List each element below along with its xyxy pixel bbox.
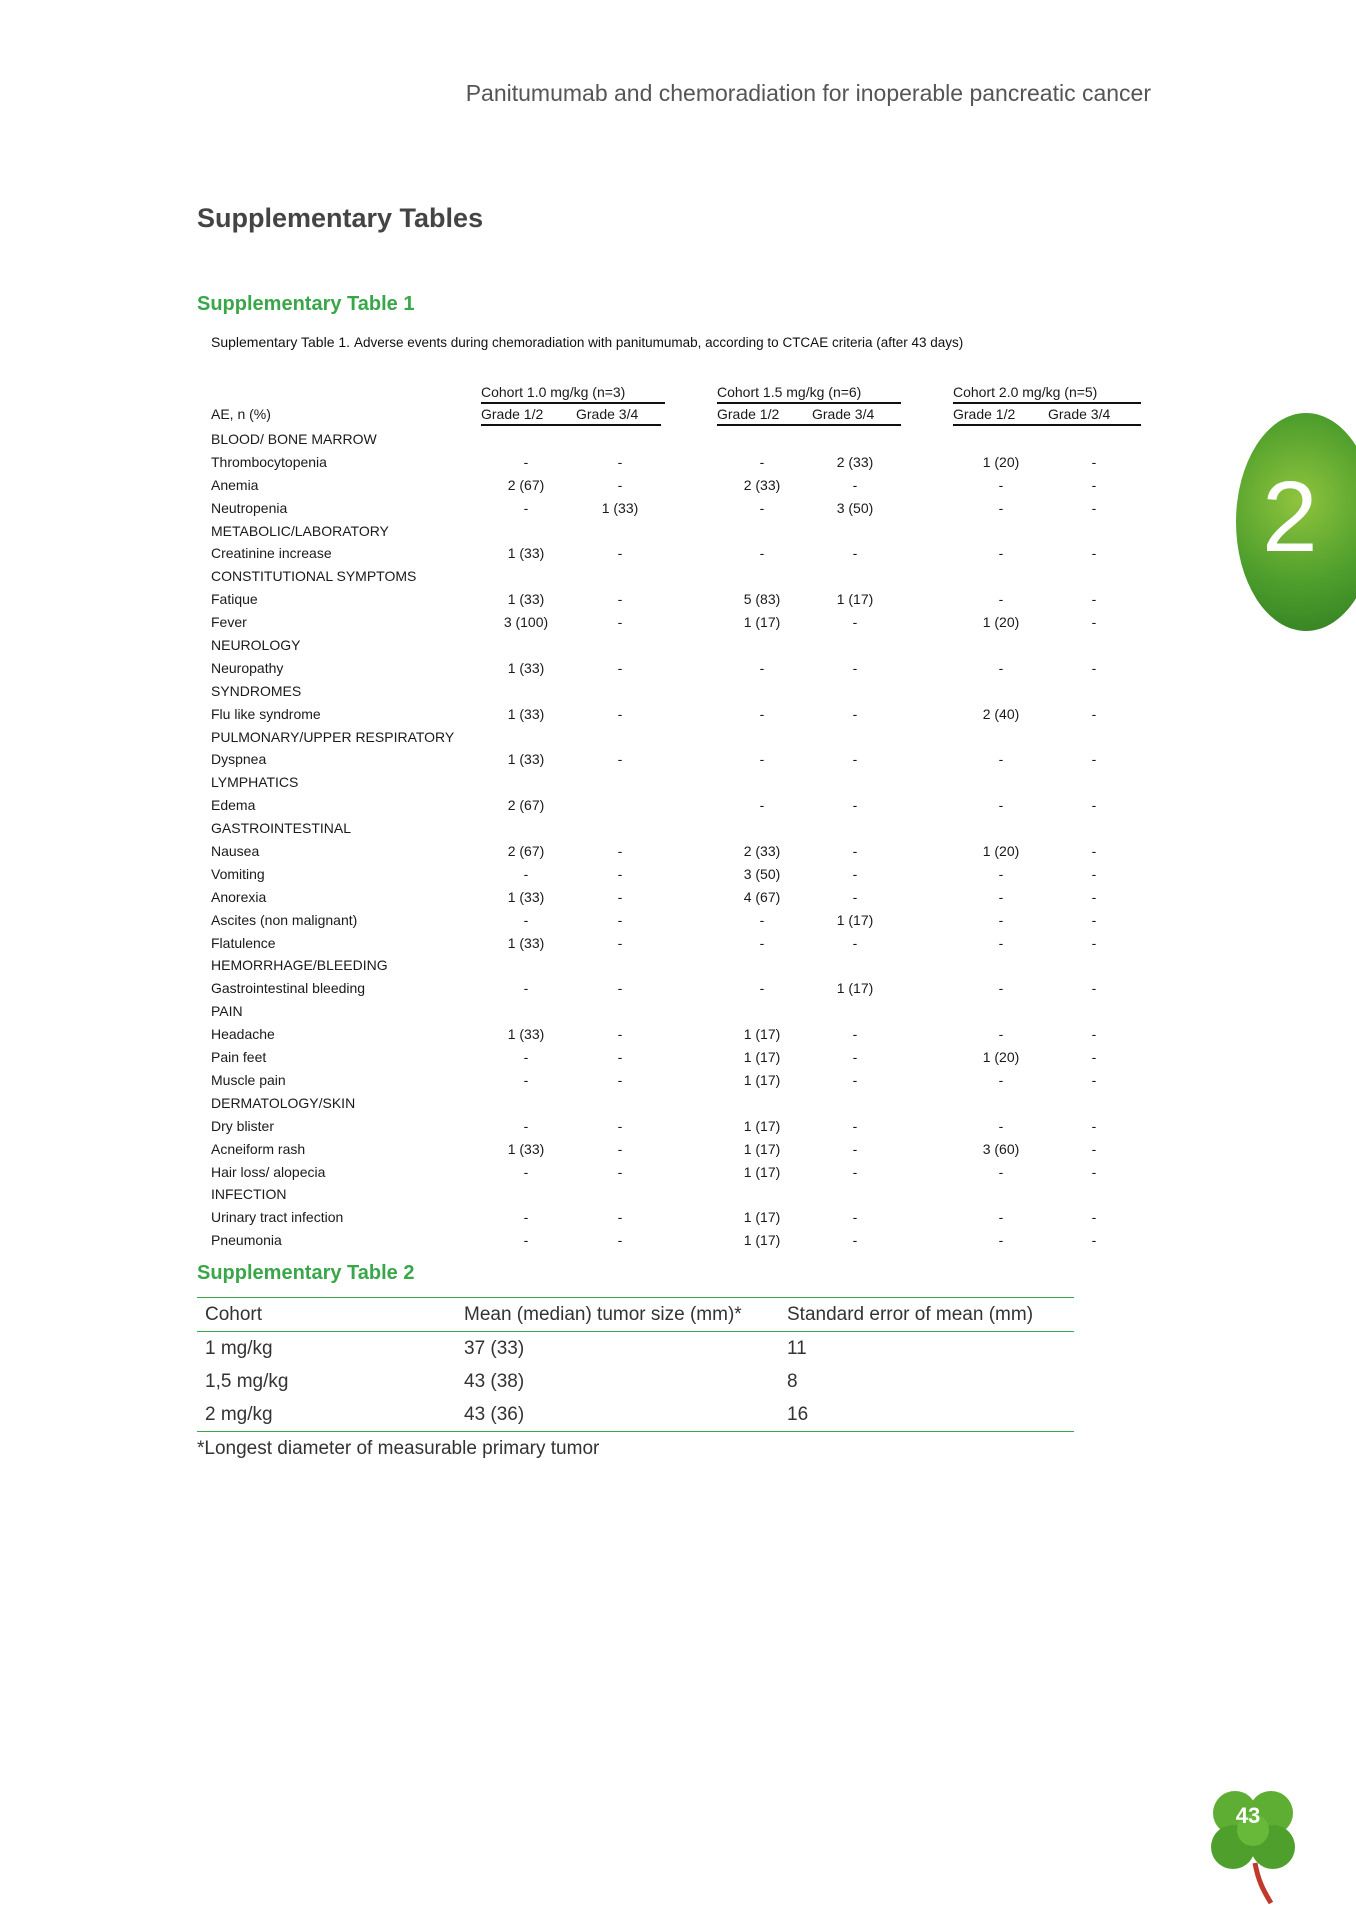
table-cell: 1 (33) [507, 888, 545, 905]
table-cell: - [523, 865, 529, 882]
table-cell: 1 (17) [743, 1071, 781, 1088]
table-cell: - [617, 1209, 623, 1226]
table-cell: 1 (17) [743, 1117, 781, 1134]
table-cell: - [998, 797, 1004, 814]
table-cell: 1 (33) [507, 545, 545, 562]
table1-caption [211, 334, 963, 350]
grade-header: Grade 1/2 [953, 406, 1016, 422]
table-cell: - [852, 865, 858, 882]
table-cell: - [998, 591, 1004, 608]
table2-header: Cohort [205, 1304, 263, 1325]
table-cell: 1 (33) [507, 1026, 545, 1043]
table-cell: - [1091, 888, 1097, 905]
table-cell: - [617, 614, 623, 631]
table-cell: - [1091, 1163, 1097, 1180]
table-cell: - [1091, 980, 1097, 997]
running-title: Panitumumab and chemoradiation for inoperable pancreatic cancer [465, 80, 1151, 106]
table-cell: 3 (60) [982, 1140, 1020, 1157]
table-row [211, 932, 1141, 955]
category-row [211, 1000, 1141, 1023]
grade-rule [576, 424, 661, 426]
table-cell: 1 (33) [507, 705, 545, 722]
table-cell: - [998, 1163, 1004, 1180]
category-label: PAIN [211, 1003, 243, 1020]
table-cell: - [852, 1049, 858, 1066]
table-cell: - [998, 751, 1004, 768]
table-cell: - [617, 1163, 623, 1180]
table-cell: - [852, 1163, 858, 1180]
table-cell: - [852, 888, 858, 905]
table-row [211, 748, 1141, 771]
table-cell: - [852, 1232, 858, 1249]
row-label: Pain feet [211, 1049, 267, 1066]
row-label: Thrombocytopenia [211, 453, 327, 470]
table-cell: - [1091, 453, 1097, 470]
table-cell: 2 (33) [743, 476, 781, 493]
table2-cell: 11 [787, 1338, 807, 1359]
table-cell: - [1091, 911, 1097, 928]
table-cell: - [617, 865, 623, 882]
table-cell: 2 (33) [836, 453, 874, 470]
table-cell: - [617, 911, 623, 928]
table-cell: 2 (67) [507, 476, 545, 493]
grade-header: Grade 1/2 [481, 406, 544, 422]
table-cell: - [617, 934, 623, 951]
section-title: Supplementary Tables [197, 203, 484, 233]
table-cell: 1 (17) [743, 1049, 781, 1066]
adverse-events-table [211, 382, 1141, 1252]
table-cell: - [1091, 1209, 1097, 1226]
cohort-header-1: Cohort 1.0 mg/kg (n=3) [481, 382, 665, 404]
table-cell: - [617, 1026, 623, 1043]
row-label: Ascites (non malignant) [211, 911, 358, 928]
table-cell: 2 (40) [982, 705, 1020, 722]
table2-row [197, 1365, 1074, 1398]
table-row [211, 794, 1141, 817]
row-label: Fever [211, 614, 247, 631]
table2-row [197, 1398, 1074, 1431]
table-cell: 1 (17) [836, 911, 874, 928]
table2-cell: 8 [787, 1371, 798, 1392]
table-cell: - [852, 476, 858, 493]
table-cell: - [617, 1140, 623, 1157]
table-cell: - [1091, 934, 1097, 951]
row-label: Anorexia [211, 888, 267, 905]
table-cell: - [998, 476, 1004, 493]
category-label: INFECTION [211, 1186, 287, 1203]
ae-table-header [211, 382, 1141, 428]
table-cell: 1 (20) [982, 453, 1020, 470]
table-row [211, 1138, 1141, 1161]
table-cell: - [617, 659, 623, 676]
table-cell: - [998, 888, 1004, 905]
table-cell: - [998, 1026, 1004, 1043]
cohort-header-2: Cohort 1.5 mg/kg (n=6) [717, 382, 901, 404]
table-cell: - [998, 1071, 1004, 1088]
table-cell: - [523, 980, 529, 997]
grade-header: Grade 3/4 [576, 406, 639, 422]
table-cell: - [998, 865, 1004, 882]
table-row [211, 611, 1141, 634]
table-cell: - [852, 614, 858, 631]
table2-header-row [197, 1298, 1074, 1332]
table-cell: - [759, 797, 765, 814]
table-cell: - [1091, 659, 1097, 676]
table-row [211, 886, 1141, 909]
table-cell: 1 (17) [743, 1232, 781, 1249]
table-cell: 1 (17) [743, 614, 781, 631]
table-cell: - [998, 980, 1004, 997]
table-cell: - [759, 545, 765, 562]
table-row [211, 588, 1141, 611]
table-cell: - [852, 797, 858, 814]
table-cell: - [617, 591, 623, 608]
table-cell: - [617, 843, 623, 860]
table-cell: 1 (17) [743, 1140, 781, 1157]
category-row [211, 634, 1141, 657]
table-cell: 1 (17) [743, 1163, 781, 1180]
category-row [211, 1183, 1141, 1206]
table-cell: - [852, 659, 858, 676]
table-cell: - [852, 1140, 858, 1157]
table-cell: - [1091, 751, 1097, 768]
row-label: Muscle pain [211, 1071, 286, 1088]
table-cell: 1 (20) [982, 1049, 1020, 1066]
table-row [211, 474, 1141, 497]
category-row [211, 428, 1141, 451]
table-cell: - [1091, 1026, 1097, 1043]
tumor-size-table [197, 1297, 1074, 1432]
table-cell: - [1091, 1049, 1097, 1066]
row-label: Nausea [211, 843, 260, 860]
grade-header: Grade 3/4 [812, 406, 875, 422]
table-row [211, 451, 1141, 474]
table-cell: - [523, 1232, 529, 1249]
category-label: HEMORRHAGE/BLEEDING [211, 957, 388, 974]
category-row [211, 520, 1141, 543]
table-cell: - [1091, 545, 1097, 562]
table2-header: Standard error of mean (mm) [787, 1304, 1034, 1325]
row-label: Neuropathy [211, 659, 284, 676]
table-row [211, 703, 1141, 726]
table-cell: 1 (17) [743, 1026, 781, 1043]
table-cell: - [617, 476, 623, 493]
table2-header: Mean (median) tumor size (mm)* [464, 1304, 742, 1325]
table-cell: - [759, 453, 765, 470]
table-cell: 2 (67) [507, 797, 545, 814]
table-row [211, 840, 1141, 863]
row-label: Hair loss/ alopecia [211, 1163, 326, 1180]
table-cell: - [998, 1209, 1004, 1226]
table-row [211, 977, 1141, 1000]
table-cell: - [523, 1071, 529, 1088]
table-cell: - [1091, 499, 1097, 516]
table-cell: - [617, 545, 623, 562]
page-number: 43 [1235, 1803, 1261, 1828]
row-label: Headache [211, 1026, 275, 1043]
table-cell: - [1091, 591, 1097, 608]
table-cell: 3 (50) [743, 865, 781, 882]
grade-header: Grade 1/2 [717, 406, 780, 422]
table-cell: - [617, 1232, 623, 1249]
table-cell: - [1091, 1140, 1097, 1157]
table-cell: - [1091, 1232, 1097, 1249]
table-cell: - [523, 1163, 529, 1180]
table2-cell: 1,5 mg/kg [205, 1371, 289, 1392]
row-label: Flatulence [211, 934, 276, 951]
table-cell: - [617, 888, 623, 905]
table2-cell: 2 mg/kg [205, 1404, 273, 1425]
table-cell: - [759, 911, 765, 928]
table-cell: - [852, 751, 858, 768]
table-cell: - [998, 499, 1004, 516]
row-label: Dry blister [211, 1117, 275, 1134]
row-label: Edema [211, 797, 256, 814]
category-label: PULMONARY/UPPER RESPIRATORY [211, 728, 455, 745]
table-cell: - [759, 934, 765, 951]
table2-cell: 16 [787, 1404, 809, 1425]
table-cell: - [998, 545, 1004, 562]
table-cell: - [617, 453, 623, 470]
category-label: LYMPHATICS [211, 774, 299, 791]
row-label: Anemia [211, 476, 259, 493]
category-label: BLOOD/ BONE MARROW [211, 431, 377, 447]
table-cell: - [852, 1026, 858, 1043]
table1-caption-text: Adverse events during chemoradiation with panitumumab, according to CTCAE criteria (after 43 days) [353, 335, 964, 350]
table-cell: - [759, 705, 765, 722]
table-cell: 3 (50) [836, 499, 874, 516]
table-cell: - [759, 659, 765, 676]
table-cell: - [759, 980, 765, 997]
table-cell: - [523, 1117, 529, 1134]
table-cell: - [523, 499, 529, 516]
table-cell: - [523, 453, 529, 470]
table-cell: - [1091, 614, 1097, 631]
table-cell: 1 (33) [507, 934, 545, 951]
category-label: METABOLIC/LABORATORY [211, 522, 389, 539]
table-cell: 1 (33) [507, 659, 545, 676]
table-cell: - [617, 751, 623, 768]
row-label: Creatinine increase [211, 545, 332, 562]
category-row [211, 680, 1141, 703]
table-row [211, 657, 1141, 680]
table-cell: - [1091, 705, 1097, 722]
table-cell: - [523, 1049, 529, 1066]
table-row [211, 1115, 1141, 1138]
table-cell: - [617, 1049, 623, 1066]
table2-cell: 37 (33) [464, 1338, 525, 1359]
table2-footnote: *Longest diameter of measurable primary tumor [197, 1438, 600, 1459]
row-label: Vomiting [211, 865, 265, 882]
table-cell: - [998, 1232, 1004, 1249]
category-row [211, 1092, 1141, 1115]
table-cell: - [852, 1071, 858, 1088]
table-cell: - [759, 751, 765, 768]
row-label: Fatique [211, 591, 258, 608]
table-row [211, 1161, 1141, 1184]
category-label: SYNDROMES [211, 682, 302, 699]
table-row [211, 1229, 1141, 1252]
row-label: Gastrointestinal bleeding [211, 980, 366, 997]
table-cell: - [1091, 843, 1097, 860]
table-cell: - [998, 1117, 1004, 1134]
table-cell: - [852, 545, 858, 562]
table-cell: - [852, 705, 858, 722]
row-label: Urinary tract infection [211, 1209, 344, 1226]
row-header: AE, n (%) [211, 406, 271, 422]
row-label: Acneiform rash [211, 1140, 306, 1157]
chapter-number: 2 [1262, 461, 1318, 573]
table2-cell: 43 (36) [464, 1404, 525, 1425]
row-label: Pneumonia [211, 1232, 282, 1249]
table-cell: 1 (33) [601, 499, 639, 516]
table-cell: - [617, 1117, 623, 1134]
table-cell: - [1091, 476, 1097, 493]
table2-cell: 1 mg/kg [205, 1338, 273, 1359]
category-row [211, 817, 1141, 840]
grade-rule [953, 424, 1141, 426]
table-cell: - [523, 1209, 529, 1226]
table-cell: 4 (67) [743, 888, 781, 905]
table-row [211, 1069, 1141, 1092]
grade-header: Grade 3/4 [1048, 406, 1111, 422]
table-row [211, 1023, 1141, 1046]
table-cell: - [1091, 797, 1097, 814]
table-cell: - [998, 659, 1004, 676]
table-cell: - [998, 934, 1004, 951]
table2-cell: 43 (38) [464, 1371, 525, 1392]
table1-caption-prefix: Suplementary Table 1. [211, 334, 351, 350]
category-label: GASTROINTESTINAL [211, 820, 352, 837]
table-cell: - [998, 911, 1004, 928]
table-cell: 1 (33) [507, 591, 545, 608]
category-label: DERMATOLOGY/SKIN [211, 1094, 356, 1111]
table-cell: 1 (17) [743, 1209, 781, 1226]
table-cell: - [617, 1071, 623, 1088]
category-label: NEUROLOGY [211, 637, 301, 654]
table-cell: 1 (33) [507, 751, 545, 768]
table-cell: 2 (33) [743, 843, 781, 860]
table-cell: 1 (17) [836, 980, 874, 997]
table-cell: - [617, 705, 623, 722]
table-cell: - [617, 980, 623, 997]
category-row [211, 565, 1141, 588]
table-cell: - [852, 843, 858, 860]
table-row [211, 542, 1141, 565]
table-cell: 1 (20) [982, 843, 1020, 860]
table-cell: - [852, 1117, 858, 1134]
table-row [211, 497, 1141, 520]
cohort-header-3: Cohort 2.0 mg/kg (n=5) [953, 382, 1141, 404]
category-row [211, 726, 1141, 749]
table-row [211, 863, 1141, 886]
table-cell: 5 (83) [743, 591, 781, 608]
category-row [211, 771, 1141, 794]
category-row [211, 954, 1141, 977]
ae-table-body [211, 428, 1141, 1252]
table-cell: - [1091, 1071, 1097, 1088]
row-label: Dyspnea [211, 751, 267, 768]
table-cell: - [1091, 1117, 1097, 1134]
clover-stem [1255, 1863, 1271, 1903]
table-cell: - [852, 1209, 858, 1226]
table-cell: 1 (20) [982, 614, 1020, 631]
table1-heading: Supplementary Table 1 [197, 293, 415, 315]
row-label: Flu like syndrome [211, 705, 321, 722]
table-cell: 2 (67) [507, 843, 545, 860]
table2-heading: Supplementary Table 2 [197, 1262, 415, 1284]
table-cell: - [759, 499, 765, 516]
table2-row [197, 1332, 1074, 1365]
table-row [211, 1206, 1141, 1229]
category-label: CONSTITUTIONAL SYMPTOMS [211, 568, 417, 585]
table-cell: - [1091, 865, 1097, 882]
table-cell: 1 (33) [507, 1140, 545, 1157]
table-cell: 3 (100) [503, 614, 549, 631]
table-cell: - [523, 911, 529, 928]
table-row [211, 909, 1141, 932]
row-label: Neutropenia [211, 499, 288, 516]
table-row [211, 1046, 1141, 1069]
table-cell: - [852, 934, 858, 951]
table-cell: 1 (17) [836, 591, 874, 608]
grade-rule [717, 424, 901, 426]
